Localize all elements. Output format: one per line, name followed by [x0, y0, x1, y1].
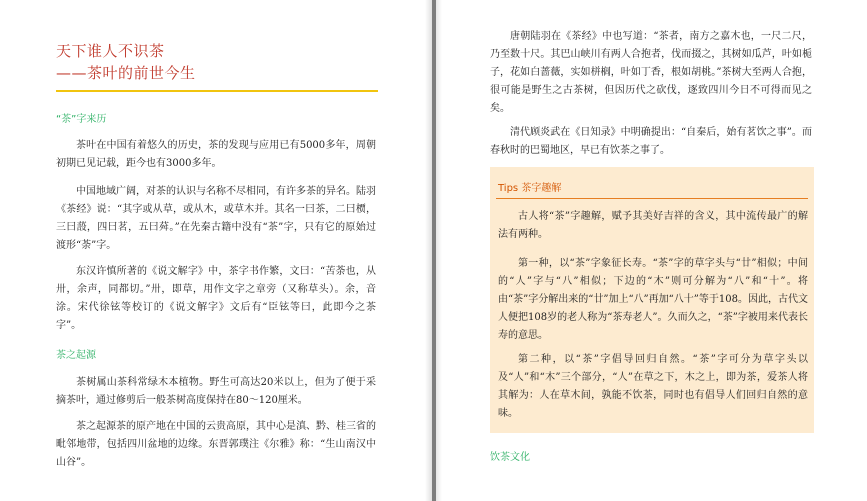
section-heading-tea-culture: 饮茶文化: [490, 452, 530, 463]
paragraph: 茶叶在中国有着悠久的历史，茶的发现与应用已有5000多年，周朝初期已见记载，距今也有3000多年。: [56, 140, 376, 169]
paragraph: 清代顾炎武在《日知录》中明确提出：“自秦后，始有茗饮之事”。而春秋时的巴蜀地区，早已有饮茶之事了。: [490, 127, 812, 156]
chapter-title-line-1: 天下谁人不识茶: [56, 42, 165, 60]
gutter-shadow: [425, 0, 432, 501]
tips-divider: [496, 198, 808, 199]
title-underline: [56, 90, 378, 92]
gutter-shadow: [436, 0, 442, 501]
chapter-title: [56, 40, 378, 92]
section-heading-tea-origin: 茶之起源: [56, 350, 96, 361]
tips-paragraph: 第二种，以“茶”字倡导回归自然。“茶”字可分为草字头以及“人”和“木”三个部分，“人”在草之下，木之上，即为茶，爱茶人将其解为：人在草木间，孰能不饮茶，同时也有倡导人们回归自然的意味。: [498, 354, 808, 419]
tips-title: Tips 茶字趣解: [498, 183, 562, 194]
paragraph: 茶之起源茶的原产地在中国的云贵高原，其中心是滇、黔、桂三省的毗邻地带，包括四川盆地的边缘。东晋郭璞注《尔雅》称：“生山南汉中山谷”。: [56, 421, 376, 468]
paragraph: 中国地域广阔，对茶的认识与名称不尽相同，有许多茶的异名。陆羽《茶经》说：“其字或从草，或从木，或草木并。其名一曰茶，二曰槚，三曰蔎，四曰茗，五曰荈。”在先秦古籍中没有“茶”字，只有它的原始过渡形“荼”字。: [56, 186, 376, 251]
paragraph: 东汉许慎所著的《说文解字》中，茶字书作繁，文曰：“苦荼也，从卅，余声，同都切。”卅，即草，用作文字之章旁（又称草头）。余，音涂。宋代徐铉等校订的《说文解字》文后有“臣铉等曰，此即今之茶字”。: [56, 266, 376, 331]
tips-paragraph: 古人将“茶”字趣解，赋予其美好吉祥的含义，其中流传最广的解法有两种。: [498, 211, 808, 240]
tips-paragraph: 第一种，以“茶”字象征长寿。“茶”字的草字头与“廿”相似；中间的“人”字与“八”相似；下边的“木”则可分解为“八”和“十”。将由“茶”字分解出来的“廿”加上“八”再加“八十”等于108。因此，古代文人便把108岁的老人称为“茶寿老人”。久而久之，“茶”字被用来代表长寿的意思。: [498, 258, 808, 341]
paragraph: 茶树属山茶科常绿木本植物。野生可高达20米以上，但为了便于采摘茶叶，通过修剪后一般茶树高度保持在80～120厘米。: [56, 377, 376, 406]
chapter-title-line-2: ——茶叶的前世今生: [56, 64, 196, 82]
left-page: [0, 0, 432, 501]
tips-box: [490, 167, 814, 433]
paragraph: 唐朝陆羽在《茶经》中也写道：“茶者，南方之嘉木也，一尺二尺，乃至数十尺。其巴山峡川有两人合抱者，伐而掇之，其树如瓜芦，叶如栀子，花如白蔷薇，实如栟榈，叶如丁香，根如胡桃。”茶树大至两人合抱，很可能是野生之古茶树，但因历代之砍伐，逐致四川今日不可得而见之矣。: [490, 31, 812, 114]
section-heading-tea-character-origin: “茶”字来历: [56, 114, 107, 125]
